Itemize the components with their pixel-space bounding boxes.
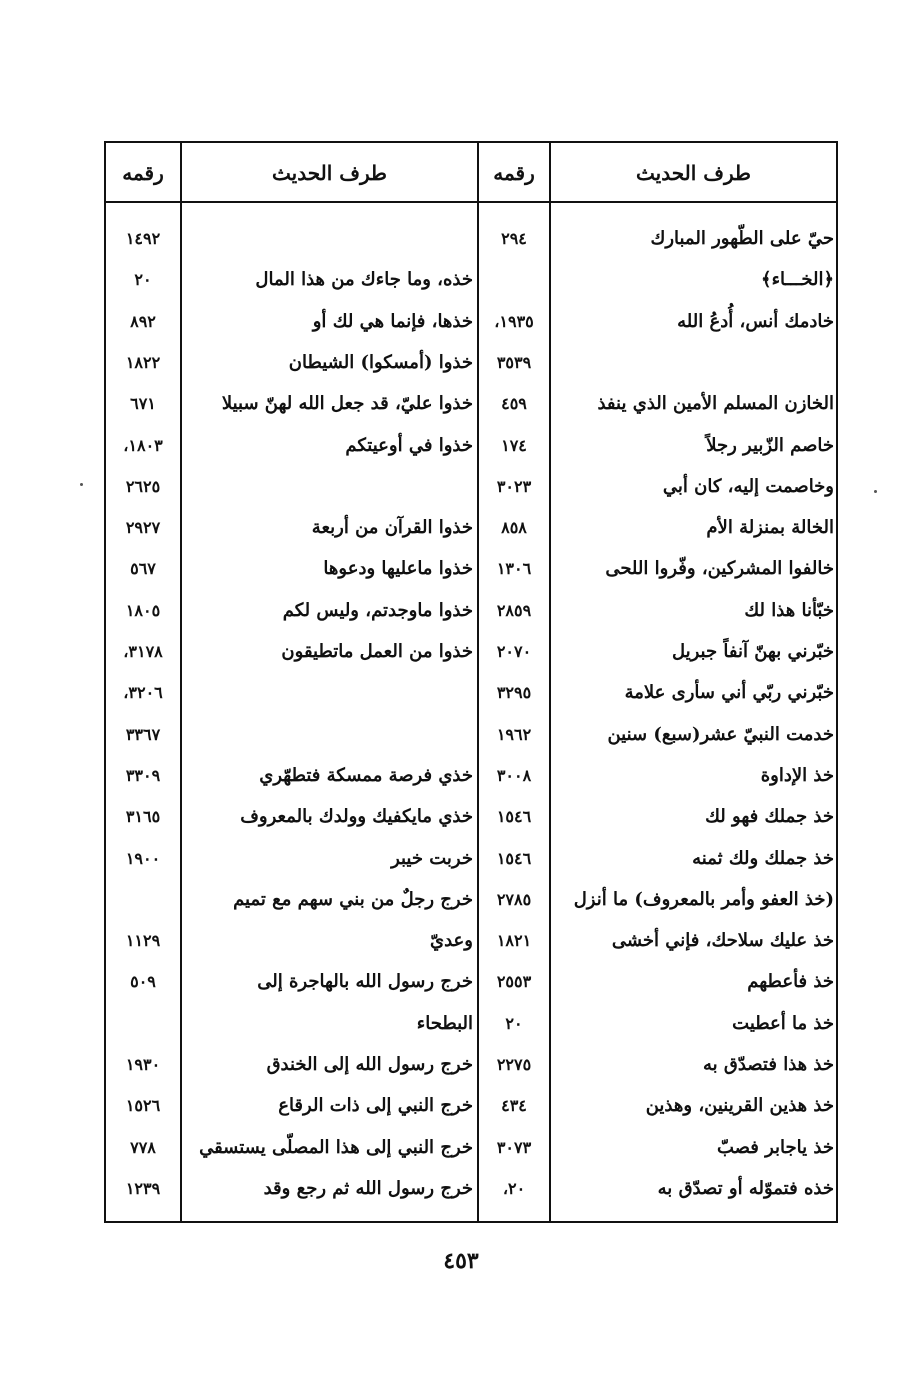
hadith-phrase-left: خذوا (أمسكوا) الشيطان <box>288 351 473 373</box>
hadith-number-left <box>108 879 178 920</box>
hadith-phrase-left: خرج النبي إلى هذا المصلّى يستسقي <box>199 1136 473 1158</box>
hadith-number-right: ٢٨٥٩ <box>496 600 532 620</box>
hadith-phrase-right <box>553 342 834 383</box>
hadith-phrase-left <box>184 466 473 507</box>
hadith-number-left: ١٨٢٢ <box>125 352 161 372</box>
hadith-number-left: ١١٢٩ <box>125 931 161 951</box>
hadith-phrase-left: خذوا عليّ، قد جعل الله لهنّ سبيلا <box>221 393 473 415</box>
hadith-phrase-right: خذه فتموّله أو تصدّق به <box>657 1177 834 1199</box>
hadith-phrase-left <box>184 714 473 755</box>
column-divider <box>180 143 182 1221</box>
hadith-number-left: ٢٩٢٧ <box>125 518 161 538</box>
hadith-number-left: ٣١٧٨، <box>123 642 163 661</box>
header-left-text: طرف الحديث <box>272 161 387 185</box>
hadith-number-right: ١٩٦٢ <box>496 724 532 744</box>
hadith-number-right: ٢٧٨٥ <box>496 889 532 909</box>
hadith-number-left: ١٨٠٣، <box>123 435 163 455</box>
hadith-phrase-right: خذ فأعطهم <box>747 971 834 993</box>
hadith-phrase-right: خبّرني ربّي أني سأرى علامة <box>624 682 834 704</box>
hadith-number-right: ٢٩٤ <box>501 229 527 248</box>
hadith-phrase-right: حيّ على الطّهور المبارك <box>650 228 834 249</box>
hadith-phrase-left <box>184 672 473 713</box>
hadith-number-left: ٦٧١ <box>130 394 156 414</box>
hadith-phrase-right: خذ هذا فتصدّق به <box>702 1054 834 1075</box>
hadith-phrase-right: خبّأنا هذا لك <box>744 599 834 621</box>
hadith-number-left: ١٩٠٠ <box>125 848 161 868</box>
hadith-phrase-right: الخازن المسلم الأمين الذي ينفذ <box>597 393 834 415</box>
hadith-number-left: ٢٠ <box>134 270 152 290</box>
hadith-phrase-left: خرج رسول الله بالهاجرة إلى <box>257 971 473 993</box>
hadith-number-right: ١٥٤٦ <box>496 807 532 827</box>
hadith-number-left: ٥٦٧ <box>130 559 156 579</box>
hadith-number-right: ٨٥٨ <box>501 518 527 538</box>
hadith-phrase-right: خذ عليك سلاحك، فإني أخشى <box>611 930 834 952</box>
hadith-phrase-right: خالفوا المشركين، وفّروا اللحى <box>605 558 834 580</box>
page-number: ٤٥٣ <box>443 1248 479 1274</box>
hadith-number-right: ٢٠٧٠ <box>496 642 532 661</box>
hadith-number-right: ٢٥٥٣ <box>496 972 532 992</box>
hadith-phrase-left: خربت خيبر <box>391 847 473 869</box>
hadith-phrase-right: خذ جملك ولك ثمنه <box>692 847 834 869</box>
hadith-phrase-right: خدمت النبيّ عشر(سبع) سنين <box>607 723 834 745</box>
hadith-number-left: ٧٧٨ <box>130 1137 156 1157</box>
hadith-number-right: ١٨٢١ <box>496 931 532 951</box>
hadith-phrase-right: وخاصمت إليه، كان أبي <box>662 475 834 497</box>
hadith-number-left: ١٤٩٢ <box>125 229 161 248</box>
hadith-number-left: ١٨٠٥ <box>125 600 161 620</box>
hadith-number-right: ١٩٣٥، <box>494 311 534 331</box>
hadith-number-left: ٢٦٢٥ <box>125 476 161 496</box>
hadith-number-right: ١٥٤٦ <box>496 848 532 868</box>
hadith-phrase-right: خذ ما أعطيت <box>732 1012 834 1034</box>
hadith-phrase-left: خذوا ماعليها ودعوها <box>323 558 473 580</box>
hadith-phrase-left: وعديّ <box>430 930 473 952</box>
hadith-phrase-left <box>184 218 473 259</box>
hadith-phrase-right: ﴿الخـــاء﴾ <box>761 269 834 291</box>
hadith-number-right: ١٧٤ <box>501 435 527 455</box>
hadith-number-right: ٤٣٤ <box>501 1096 527 1116</box>
hadith-phrase-right: خبّرني بهنّ آنفاً جبريل <box>671 641 834 662</box>
hadith-number-right: ٣٠٢٣ <box>496 476 532 496</box>
hadith-number-left: ١٩٣٠ <box>125 1055 161 1074</box>
header-right-num: رقمه <box>493 161 535 185</box>
hadith-number-right <box>481 259 547 300</box>
margin-speck <box>80 483 83 486</box>
hadith-phrase-right: خذ هذين القرينين، وهذين <box>645 1095 834 1117</box>
hadith-phrase-left: خذي فرصة ممسكة فتطهّري <box>259 764 473 786</box>
hadith-number-right: ٢٢٧٥ <box>496 1055 532 1074</box>
hadith-phrase-right: خذ جملك فهو لك <box>705 806 834 828</box>
hadith-number-right: ٢٠، <box>502 1178 526 1198</box>
header-left-num: رقمه <box>122 161 164 185</box>
hadith-index-table <box>104 141 838 1223</box>
hadith-phrase-left: خرج رسول الله إلى الخندق <box>266 1054 473 1075</box>
hadith-number-left <box>108 1003 178 1044</box>
hadith-phrase-right: الخالة بمنزلة الأم <box>706 517 834 539</box>
hadith-phrase-right: خذ ياجابر فصبّ <box>716 1136 834 1158</box>
hadith-number-left: ١٥٢٦ <box>125 1096 161 1116</box>
hadith-phrase-left: البطحاء <box>416 1012 473 1034</box>
header-right-text: طرف الحديث <box>636 161 751 185</box>
hadith-phrase-left: خذوا ماوجدتم، وليس لكم <box>282 599 473 621</box>
hadith-phrase-right: (خذ العفو وأمر بالمعروف) ما أنزل <box>573 888 834 910</box>
hadith-number-right: ٣٥٣٩ <box>496 352 532 372</box>
hadith-phrase-left: خرج رسول الله ثم رجع وقد <box>263 1177 473 1199</box>
hadith-number-left: ٥٠٩ <box>130 972 156 992</box>
column-divider <box>549 143 551 1221</box>
hadith-phrase-left: خذوا القرآن من أربعة <box>311 517 473 539</box>
column-divider <box>477 143 479 1221</box>
hadith-number-right: ٣٢٩٥ <box>496 683 532 703</box>
hadith-number-right: ٣٠٠٨ <box>496 765 532 785</box>
hadith-phrase-left: خذوا في أوعيتكم <box>345 434 473 456</box>
hadith-phrase-left: خرج النبي إلى ذات الرقاع <box>278 1095 473 1117</box>
hadith-number-left: ٨٩٢ <box>130 311 156 331</box>
margin-speck <box>874 490 877 493</box>
hadith-phrase-left: خذي مايكفيك وولدك بالمعروف <box>240 806 473 828</box>
hadith-number-left: ٣١٦٥ <box>125 807 161 827</box>
hadith-number-left: ١٢٣٩ <box>125 1178 161 1198</box>
hadith-number-right: ٣٠٧٣ <box>496 1137 532 1157</box>
hadith-number-right: ٤٥٩ <box>501 394 527 414</box>
hadith-phrase-right: خذ الإداوة <box>760 764 834 786</box>
hadith-phrase-left: خذوا من العمل ماتطيقون <box>281 641 473 662</box>
hadith-phrase-left: خرج رجلٌ من بني سهم مع تميم <box>233 888 473 910</box>
hadith-phrase-right: خادمك أنس، أُدعُ الله <box>677 310 834 332</box>
hadith-phrase-left: خذها، فإنما هي لك أو <box>312 310 473 332</box>
hadith-number-left: ٣٣٦٧ <box>125 724 161 744</box>
hadith-number-right: ١٣٠٦ <box>496 559 532 579</box>
hadith-phrase-left: خذه، وما جاءك من هذا المال <box>255 269 473 291</box>
hadith-number-right: ٢٠ <box>505 1013 523 1033</box>
hadith-number-left: ٣٢٠٦، <box>123 683 163 703</box>
hadith-phrase-right: خاصم الزّبير رجلاً <box>706 434 834 456</box>
hadith-number-left: ٣٣٠٩ <box>125 765 161 785</box>
